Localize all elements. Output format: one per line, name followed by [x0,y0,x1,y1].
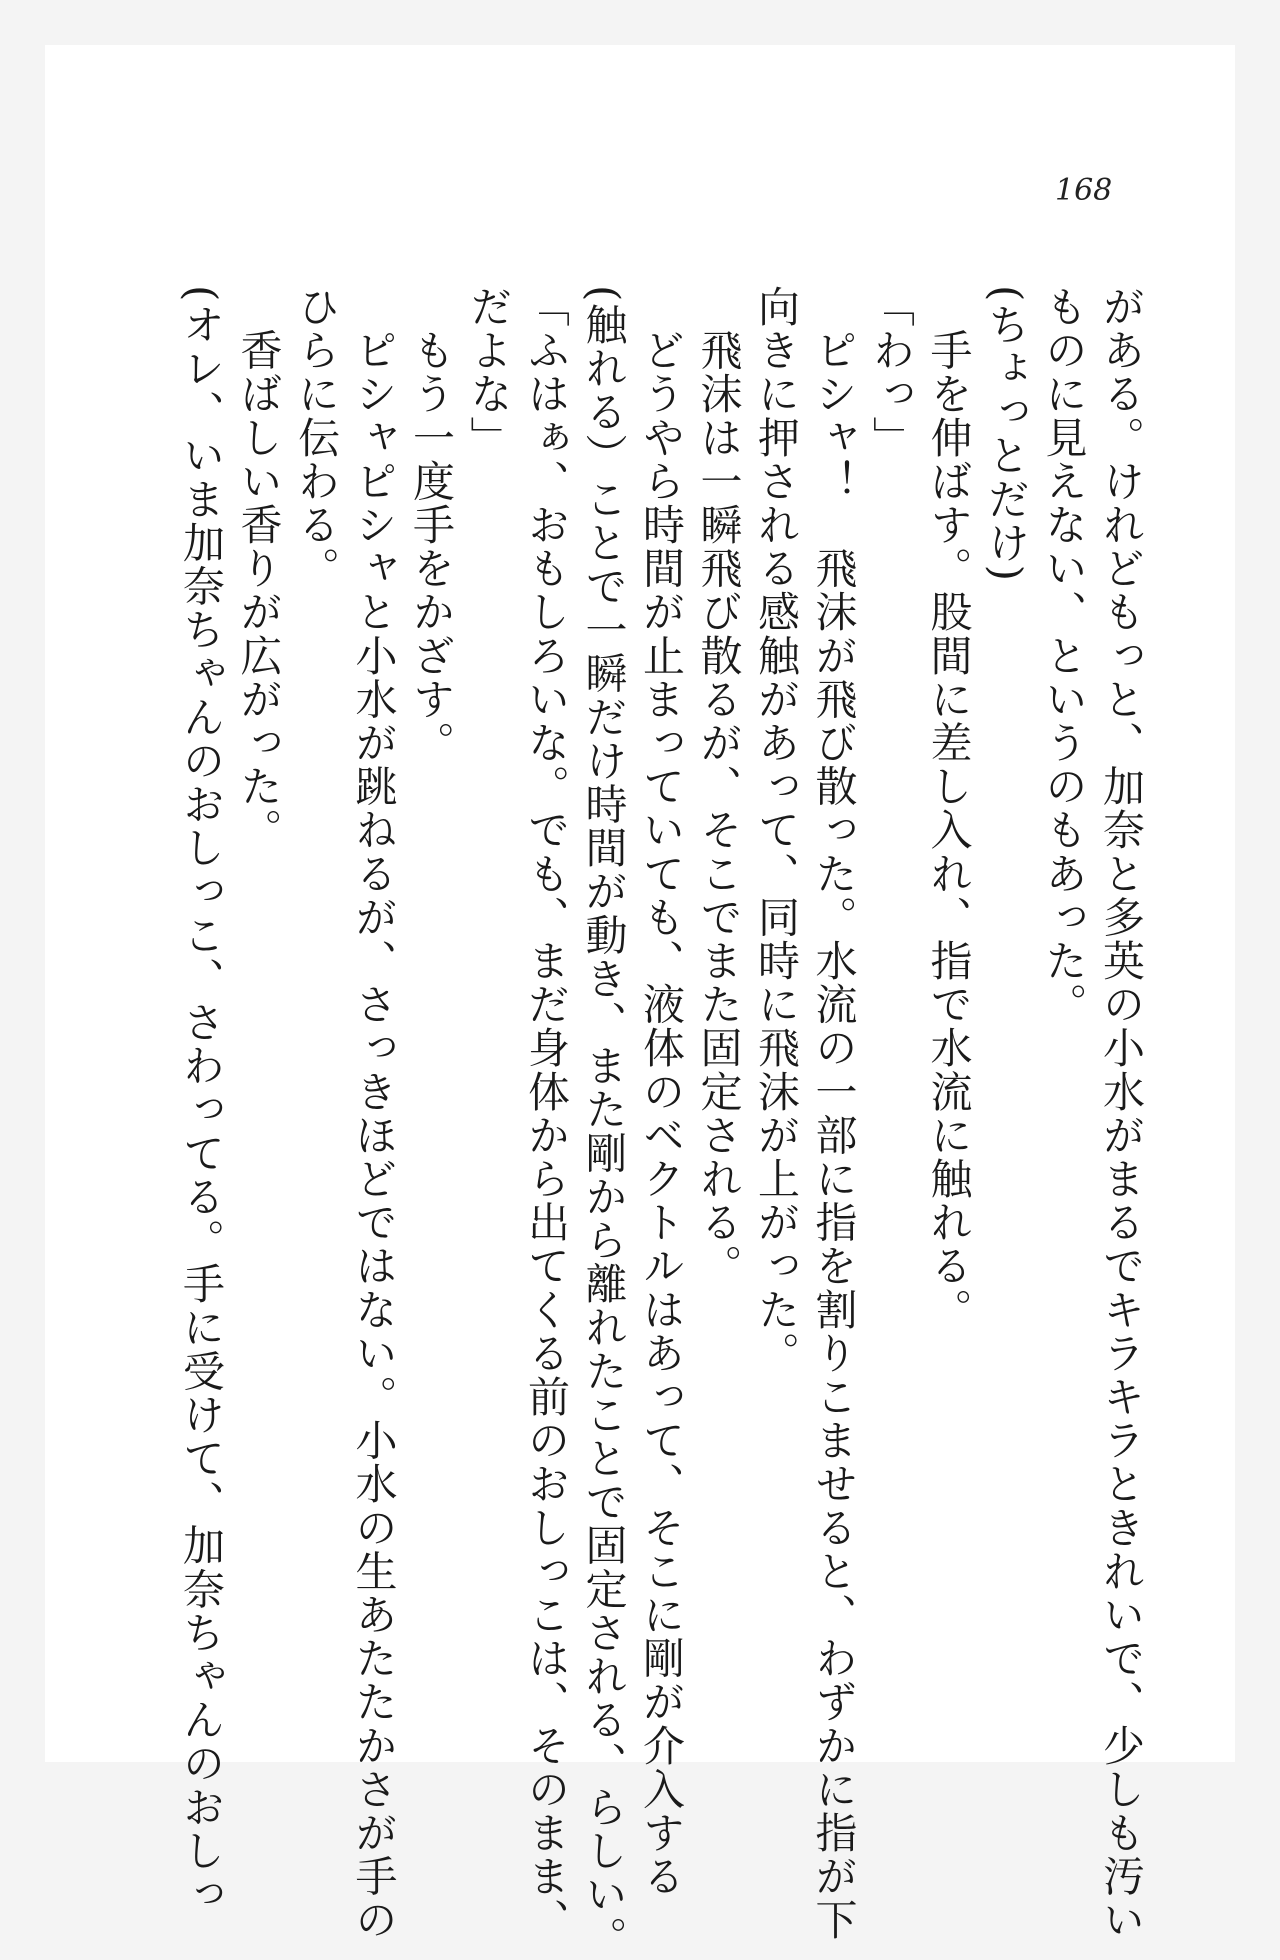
text-line: (ちょっとだけ) [982,285,1031,583]
text-line: ひらに伝わる。 [292,285,341,591]
book-page [45,45,1235,1960]
text-line: 向きに押される感触があって、同時に飛沫が上がった。 [752,285,801,1375]
text-line: (触れる）ことで一瞬だけ時間が動き、また剛から離れたことで固定される、らしい。 [579,285,629,1960]
text-line: どうやら時間が止まっていても、液体のベクトルはあって、そこに剛が介入する [637,285,686,1899]
text-line: 香ばしい香りが広がった。 [234,285,284,852]
text-line: だよな」 [464,285,514,460]
text-line: ものに見えない、というのもあった。 [1039,285,1089,1027]
text-line: 「わっ」 [867,285,916,460]
vertical-text-body [177,285,1150,1960]
text-line: がある。けれどもっと、加奈と多英の小水がまるでキラキラときれいで、少しも汚い [1097,285,1146,1942]
text-line: ピシャピシャと小水が跳ねるが、さっきほどではない。小水の生あたたかさが手の [349,285,399,1942]
text-line: 手を伸ばす。股間に差し入れ、指で水流に触れる。 [924,285,974,1332]
page-number: 168 [1055,173,1113,208]
text-line: 「ふはぁ、おもしろいな。でも、まだ身体から出てくる前のおしっこは、そのまま、 [522,285,571,1942]
text-line: ピシャ！ 飛沫が飛び散った。水流の一部に指を割りこませると、わずかに指が下 [809,285,859,1942]
text-line: (オレ、いま加奈ちゃんのおしっこ、さわってる。手に受けて、加奈ちゃんのおしっ [177,285,226,1917]
text-line: 飛沫は一瞬飛び散るが、そこでまた固定される。 [694,285,744,1288]
text-line: もう一度手をかざす。 [407,285,456,765]
